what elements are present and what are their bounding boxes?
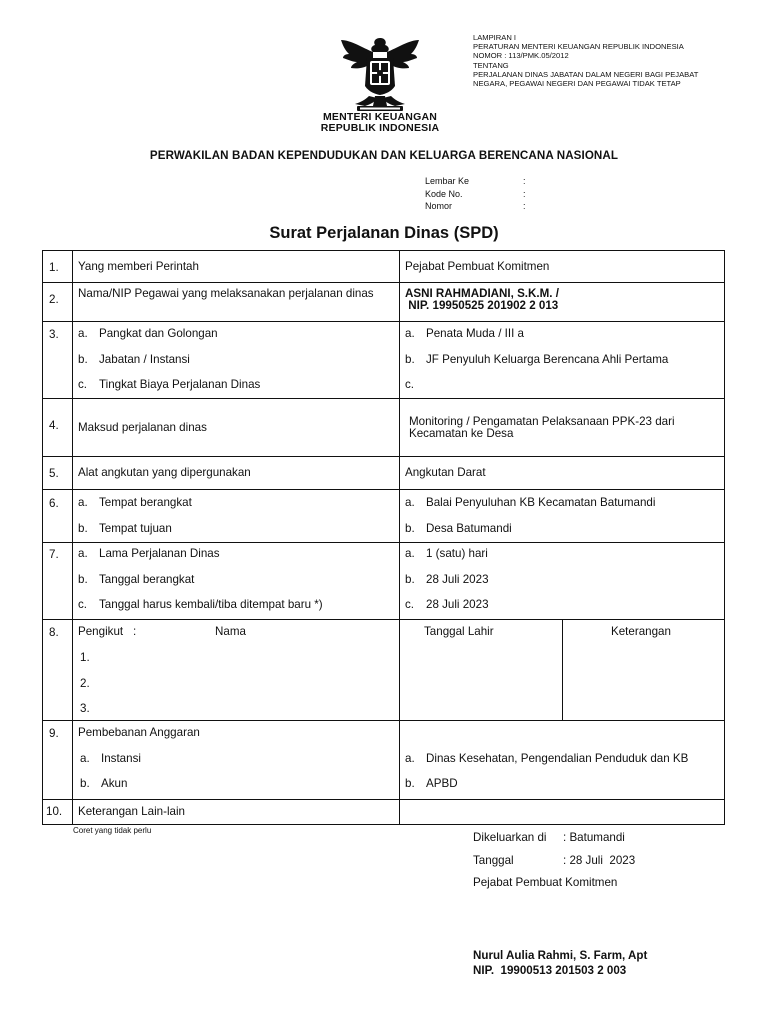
form-row-3	[43, 321, 724, 398]
alpha-label: a.	[78, 496, 88, 509]
employee-nip: NIP. 19950525 201902 2 013	[405, 299, 559, 312]
meta-sep: :	[523, 188, 526, 199]
alpha-label: b.	[405, 572, 415, 586]
form-row-6	[43, 489, 724, 542]
alpha-label: b.	[78, 521, 88, 535]
lampiran-line: PERATURAN MENTERI KEUANGAN REPUBLIK INDONESIA	[473, 42, 684, 52]
lampiran-line: NEGARA, PEGAWAI NEGERI DAN PEGAWAI TIDAK TETAP	[473, 79, 681, 89]
alpha-label: b.	[405, 777, 415, 790]
alpha-label: c.	[405, 598, 415, 611]
alpha-label: b.	[78, 572, 88, 586]
garuda-emblem-icon	[335, 32, 425, 114]
lampiran-block	[473, 33, 698, 88]
alpha-label: c.	[405, 378, 415, 391]
signer-nip: NIP. 19900513 201503 2 003	[473, 964, 627, 977]
document-title: Surat Perjalanan Dinas (SPD)	[269, 224, 499, 242]
col-keterangan: Keterangan	[611, 625, 671, 638]
alpha-label: a.	[405, 496, 415, 509]
sub-label: Pembebanan Anggaran	[78, 726, 200, 739]
row-number: 6.	[43, 490, 73, 542]
meta-block	[425, 175, 526, 213]
form-row-5	[43, 456, 724, 489]
row-value: Pejabat Pembuat Komitmen	[405, 260, 550, 273]
alpha-label: a.	[405, 327, 415, 340]
sub-value: 1 (satu) hari	[426, 547, 488, 560]
companion-item: 3.	[80, 702, 90, 715]
row-value: Angkutan Darat	[405, 466, 486, 479]
sub-value: APBD	[426, 777, 458, 790]
form-row-4	[43, 398, 724, 456]
signer-block	[473, 948, 647, 978]
form-row-10	[43, 799, 724, 824]
row-value	[400, 721, 724, 799]
row-value	[400, 543, 724, 619]
sub-label: Tanggal berangkat	[99, 572, 195, 586]
alpha-label: c.	[78, 598, 88, 611]
issued-label: Dikeluarkan di	[473, 831, 547, 844]
meta-label: Kode No.	[425, 188, 463, 199]
employee-name: ASNI RAHMADIANI, S.K.M. /	[405, 287, 559, 300]
row-label	[73, 721, 400, 799]
sub-label: Tempat tujuan	[99, 521, 172, 535]
form-row-2	[43, 282, 724, 321]
lampiran-line: LAMPIRAN I	[473, 33, 517, 42]
row-label	[73, 543, 400, 619]
sub-value: 28 Juli 2023	[426, 572, 489, 586]
companion-item: 2.	[80, 676, 90, 690]
issued-value: : Batumandi	[563, 831, 625, 844]
sub-value: Balai Penyuluhan KB Kecamatan Batumandi	[426, 496, 656, 509]
companion-sep: :	[133, 625, 137, 638]
signer-name: Nurul Aulia Rahmi, S. Farm, Apt	[473, 949, 648, 962]
alpha-label: a.	[78, 547, 88, 560]
row-value	[400, 490, 724, 542]
row-label: Yang memberi Perintah	[73, 251, 400, 282]
col-nama: Nama	[215, 625, 246, 638]
row-value	[400, 620, 724, 720]
row-number: 9.	[43, 721, 73, 799]
row-value	[400, 283, 724, 321]
form-row-7	[43, 542, 724, 619]
lampiran-line: PERJALANAN DINAS JABATAN DALAM NEGERI BAGI PEJABAT	[473, 69, 699, 79]
row-number: 3.	[43, 322, 73, 398]
alpha-label: b.	[405, 352, 415, 366]
row-value	[400, 322, 724, 398]
ministry-line-2: REPUBLIK INDONESIA	[320, 122, 440, 134]
meta-sep: :	[523, 176, 526, 186]
spd-form-table	[42, 250, 725, 825]
sub-value: JF Penyuluh Keluarga Berencana Ahli Pertama	[426, 352, 669, 366]
meta-sep: :	[523, 201, 526, 211]
row-number: 10.	[43, 800, 73, 824]
form-row-9	[43, 720, 724, 799]
row-number: 2.	[43, 283, 73, 321]
companion-item: 1.	[80, 651, 90, 664]
alpha-label: b.	[80, 777, 90, 790]
sub-label: Lama Perjalanan Dinas	[99, 547, 220, 560]
row-number: 5.	[43, 457, 73, 489]
row-label	[73, 490, 400, 542]
alpha-label: a.	[405, 751, 415, 765]
date-value: : 28 Juli 2023	[563, 853, 636, 867]
ministry-name	[300, 112, 460, 134]
row-number: 1.	[43, 251, 73, 282]
date-label: Tanggal	[473, 853, 514, 867]
sub-value: Desa Batumandi	[426, 521, 512, 535]
alpha-label: a.	[405, 547, 415, 560]
companion-label: Pengikut	[78, 625, 124, 638]
row-label: Maksud perjalanan dinas	[73, 399, 400, 456]
footnote: Coret yang tidak perlu	[73, 826, 152, 835]
sub-label: Instansi	[101, 751, 141, 765]
sub-label: Tanggal harus kembali/tiba ditempat baru *)	[99, 598, 323, 611]
col-tanggal-lahir: Tanggal Lahir	[400, 620, 563, 720]
alpha-label: a.	[80, 751, 90, 765]
form-row-8	[43, 619, 724, 720]
alpha-label: a.	[78, 327, 88, 340]
official-title: Pejabat Pembuat Komitmen	[473, 876, 618, 889]
row-number: 4.	[43, 399, 73, 456]
lampiran-line: NOMOR : 113/PMK.05/2012	[473, 51, 569, 61]
agency-title: PERWAKILAN BADAN KEPENDUDUKAN DAN KELUARGA BERENCANA NASIONAL	[149, 149, 619, 162]
sub-label: Tingkat Biaya Perjalanan Dinas	[99, 378, 261, 391]
ministry-line-1: MENTERI KEUANGAN	[322, 111, 438, 123]
sub-value: Penata Muda / III a	[426, 327, 524, 340]
sub-label: Pangkat dan Golongan	[99, 327, 218, 340]
alpha-label: b.	[78, 352, 88, 366]
lampiran-line: TENTANG	[473, 60, 509, 70]
row-label: Alat angkutan yang dipergunakan	[73, 457, 400, 489]
row-value: Monitoring / Pengamatan Pelaksanaan PPK-23 dari Kecamatan ke Desa	[409, 414, 675, 440]
meta-label: Nomor	[425, 201, 453, 211]
row-number: 8.	[43, 620, 73, 720]
sub-value: Dinas Kesehatan, Pengendalian Penduduk dan KB	[426, 751, 689, 765]
sub-label: Akun	[101, 777, 128, 790]
row-number: 7.	[43, 543, 73, 619]
meta-label: Lembar Ke	[425, 176, 470, 186]
issue-block	[473, 827, 635, 895]
row-label: Keterangan Lain-lain	[73, 800, 400, 824]
row-label	[73, 322, 400, 398]
alpha-label: c.	[78, 378, 88, 391]
sub-label: Tempat berangkat	[99, 496, 192, 509]
sub-label: Jabatan / Instansi	[99, 352, 190, 366]
form-row-1	[43, 251, 724, 282]
row-label: Nama/NIP Pegawai yang melaksanakan perjalanan dinas	[73, 283, 400, 321]
alpha-label: b.	[405, 521, 415, 535]
sub-value: 28 Juli 2023	[426, 598, 489, 611]
row-label	[73, 620, 400, 720]
row-value	[400, 800, 724, 824]
